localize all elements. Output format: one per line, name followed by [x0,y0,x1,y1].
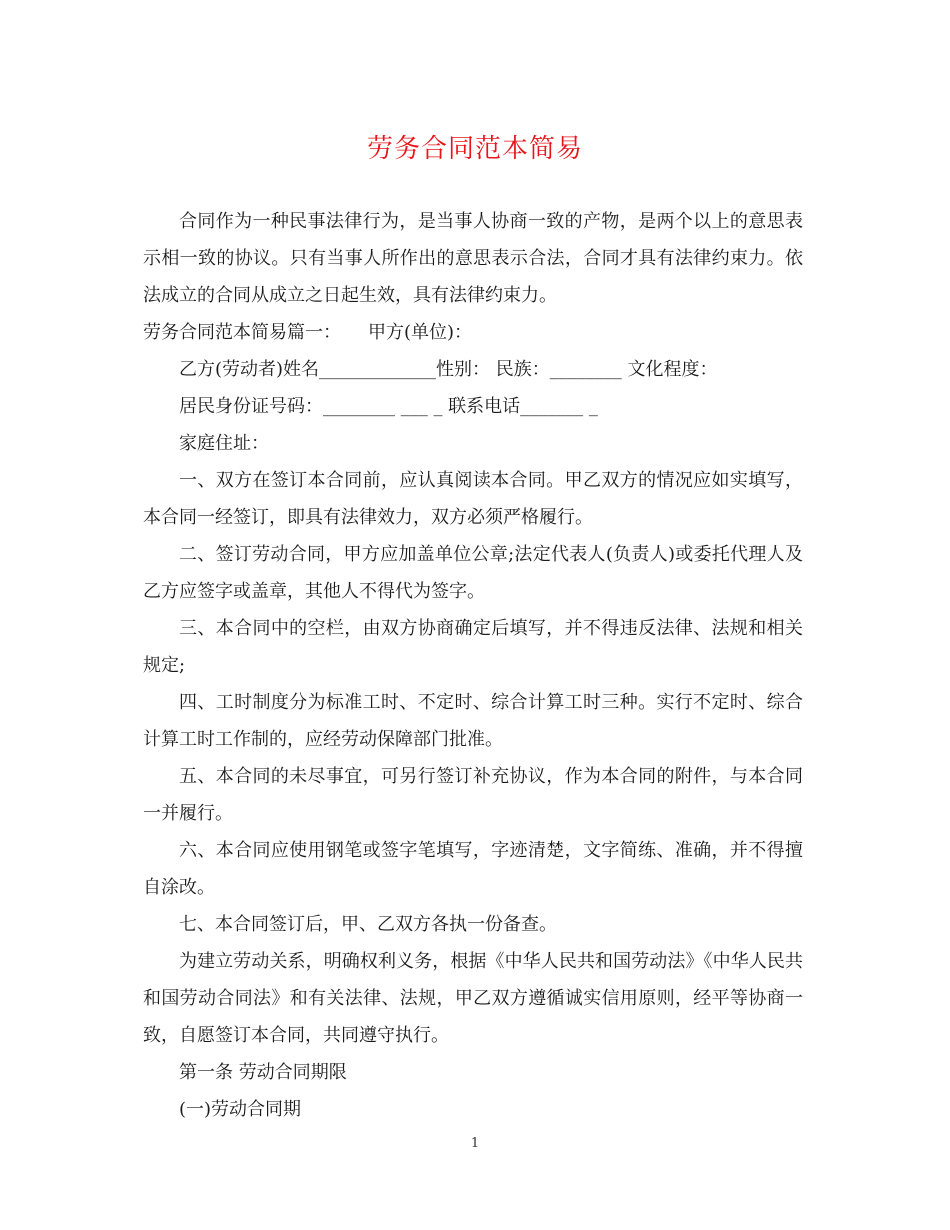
paragraph-item-7: 七、本合同签订后，甲、乙双方各执一份备查。 [179,914,557,935]
page-number: 1 [470,1136,480,1151]
paragraph-item-2: 二、签订劳动合同，甲方应加盖单位公章;法定代表人(负责人)或委托代理人及乙方应签字或盖章，其他人不得代为签字。 [143,544,803,602]
paragraph-article-1: 第一条 劳动合同期限 [179,1062,347,1083]
paragraph-item-1: 一、双方在签订本合同前，应认真阅读本合同。甲乙双方的情况应如实填写，本合同一经签订，即具有法律效力，双方必须严格履行。 [143,470,803,528]
document-body [143,203,803,1128]
paragraph-contract-term: (一)劳动合同期 [179,1099,302,1120]
paragraph-id-phone: 居民身份证号码：________ ___ _ 联系电话_______ _ [179,396,598,417]
paragraph-address: 家庭住址： [179,433,269,454]
document-title: 劳务合同范本简易 [366,134,583,164]
paragraph-intro: 合同作为一种民事法律行为，是当事人协商一致的产物，是两个以上的意思表示相一致的协议。只有当事人所作出的意思表示合法，合同才具有法律约束力。依法成立的合同从成立之日起生效，具有法律约束力。 [143,211,803,306]
paragraph-preamble: 为建立劳动关系，明确权利义务，根据《中华人民共和国劳动法》《中华人民共和国劳动合同法》和有关法律、法规，甲乙双方遵循诚实信用原则，经平等协商一致，自愿签订本合同，共同遵守执行。 [143,951,803,1046]
paragraph-item-3: 三、本合同中的空栏，由双方协商确定后填写，并不得违反法律、法规和相关规定; [143,618,803,676]
paragraph-item-6: 六、本合同应使用钢笔或签字笔填写，字迹清楚，文字简练、准确，并不得擅自涂改。 [143,840,803,898]
paragraph-item-4: 四、工时制度分为标准工时、不定时、综合计算工时三种。实行不定时、综合计算工时工作制的，应经劳动保障部门批准。 [143,692,803,750]
paragraph-party-b: 乙方(劳动者)姓名_____________性别： 民族：________ 文化程度： [179,359,718,380]
paragraph-item-5: 五、本合同的未尽事宜，可另行签订补充协议，作为本合同的附件，与本合同一并履行。 [143,766,803,824]
paragraph-party-a: 劳务合同范本简易篇一： 甲方(单位)： [143,322,473,343]
